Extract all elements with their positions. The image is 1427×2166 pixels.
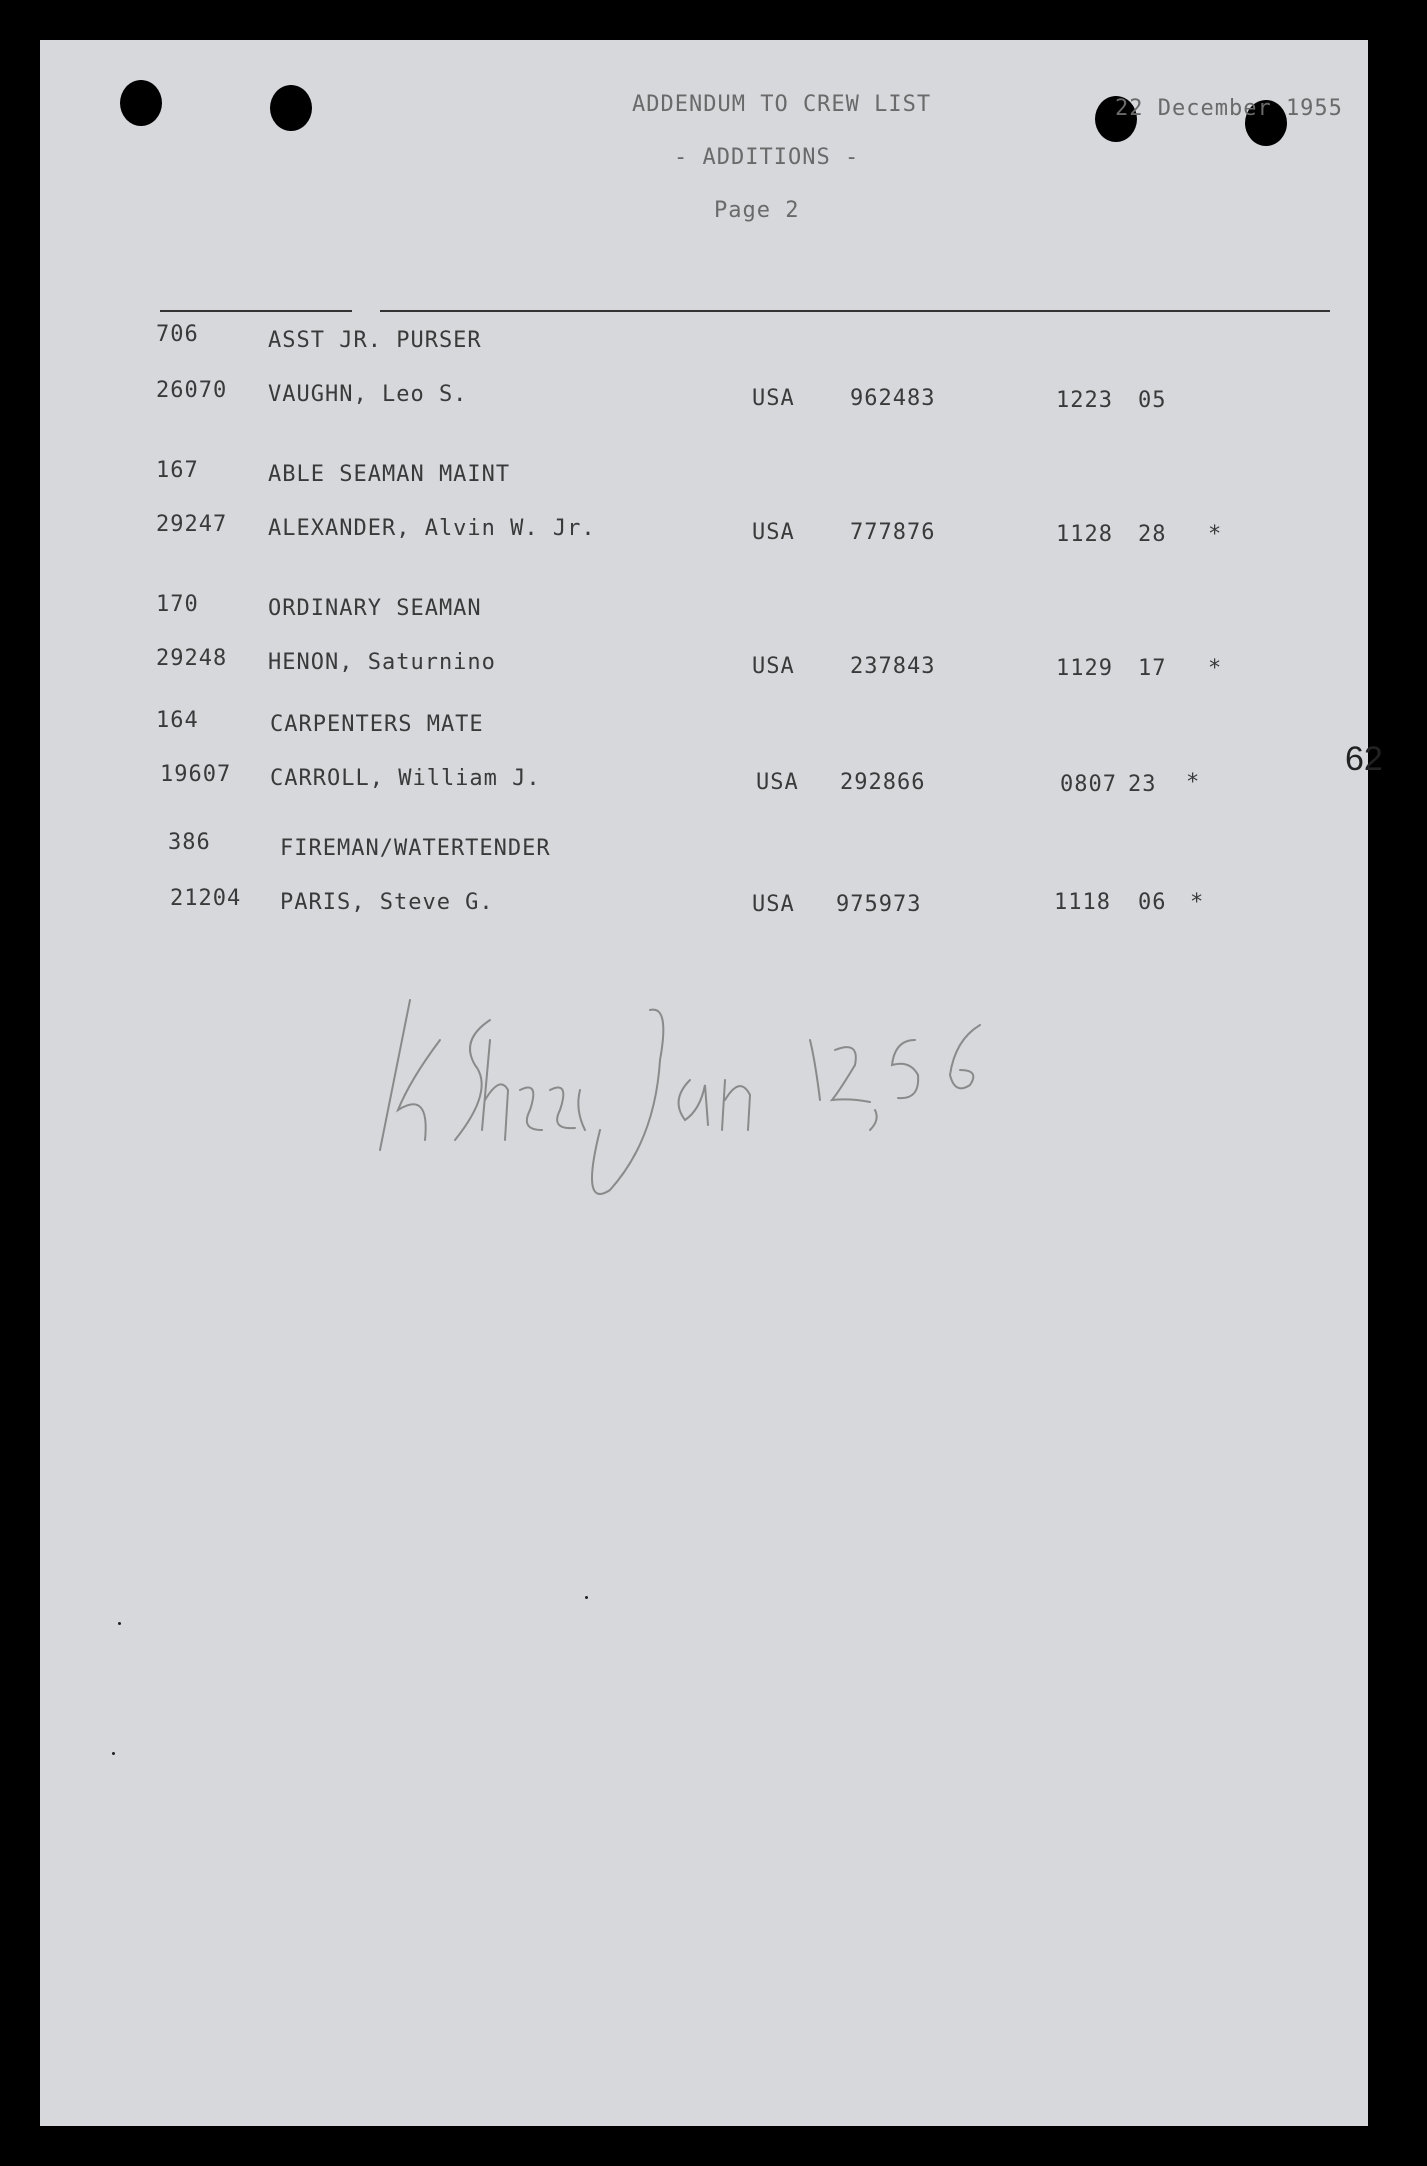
margin-number: 62: [1345, 740, 1383, 778]
crew-id: 19607: [160, 762, 232, 787]
document-number: 962483: [850, 386, 936, 411]
crew-id: 29247: [156, 512, 228, 537]
document-date: 22 December 1955: [1115, 96, 1343, 121]
rating-title: ASST JR. PURSER: [268, 328, 482, 353]
nationality: USA: [752, 892, 795, 917]
document-page: [40, 40, 1383, 2126]
rating-title: CARPENTERS MATE: [270, 712, 484, 737]
rating-code: 167: [156, 458, 199, 483]
speck: [118, 1622, 121, 1625]
punch-hole: [120, 80, 162, 126]
crew-id: 29248: [156, 646, 228, 671]
rating-code: 706: [156, 322, 199, 347]
mark: *: [1186, 770, 1201, 795]
crew-name: PARIS, Steve G.: [280, 890, 494, 915]
time: 1128: [1056, 522, 1113, 547]
mark: *: [1208, 656, 1223, 681]
nationality: USA: [752, 520, 795, 545]
document-number: 237843: [850, 654, 936, 679]
document-number: 777876: [850, 520, 936, 545]
rating-code: 164: [156, 708, 199, 733]
document-title: ADDENDUM TO CREW LIST: [632, 92, 932, 117]
day: 28: [1138, 522, 1167, 547]
time: 1129: [1056, 656, 1113, 681]
divider-rule: [160, 310, 352, 312]
rating-title: ABLE SEAMAN MAINT: [268, 462, 511, 487]
rating-code: 170: [156, 592, 199, 617]
rating-code: 386: [168, 830, 211, 855]
crew-name: CARROLL, William J.: [270, 766, 541, 791]
rating-title: FIREMAN/WATERTENDER: [280, 836, 551, 861]
nationality: USA: [752, 654, 795, 679]
punch-hole: [270, 85, 312, 131]
handwritten-signature: [370, 980, 1020, 1200]
rating-title: ORDINARY SEAMAN: [268, 596, 482, 621]
day: 06: [1138, 890, 1167, 915]
mark: *: [1190, 890, 1205, 915]
time: 1223: [1056, 388, 1113, 413]
crew-name: HENON, Saturnino: [268, 650, 496, 675]
nationality: USA: [752, 386, 795, 411]
time: 1118: [1054, 890, 1111, 915]
speck: [585, 1596, 588, 1599]
day: 05: [1138, 388, 1167, 413]
document-number: 975973: [836, 892, 922, 917]
speck: [112, 1752, 115, 1755]
page-number: Page 2: [714, 198, 800, 223]
document-number: 292866: [840, 770, 926, 795]
time: 0807: [1060, 772, 1117, 797]
crew-id: 21204: [170, 886, 242, 911]
nationality: USA: [756, 770, 799, 795]
day: 23: [1128, 772, 1157, 797]
crew-id: 26070: [156, 378, 228, 403]
day: 17: [1138, 656, 1167, 681]
document-subtitle: - ADDITIONS -: [674, 145, 860, 170]
crew-name: ALEXANDER, Alvin W. Jr.: [268, 516, 596, 541]
divider-rule: [380, 310, 1330, 312]
mark: *: [1208, 522, 1223, 547]
crew-name: VAUGHN, Leo S.: [268, 382, 468, 407]
